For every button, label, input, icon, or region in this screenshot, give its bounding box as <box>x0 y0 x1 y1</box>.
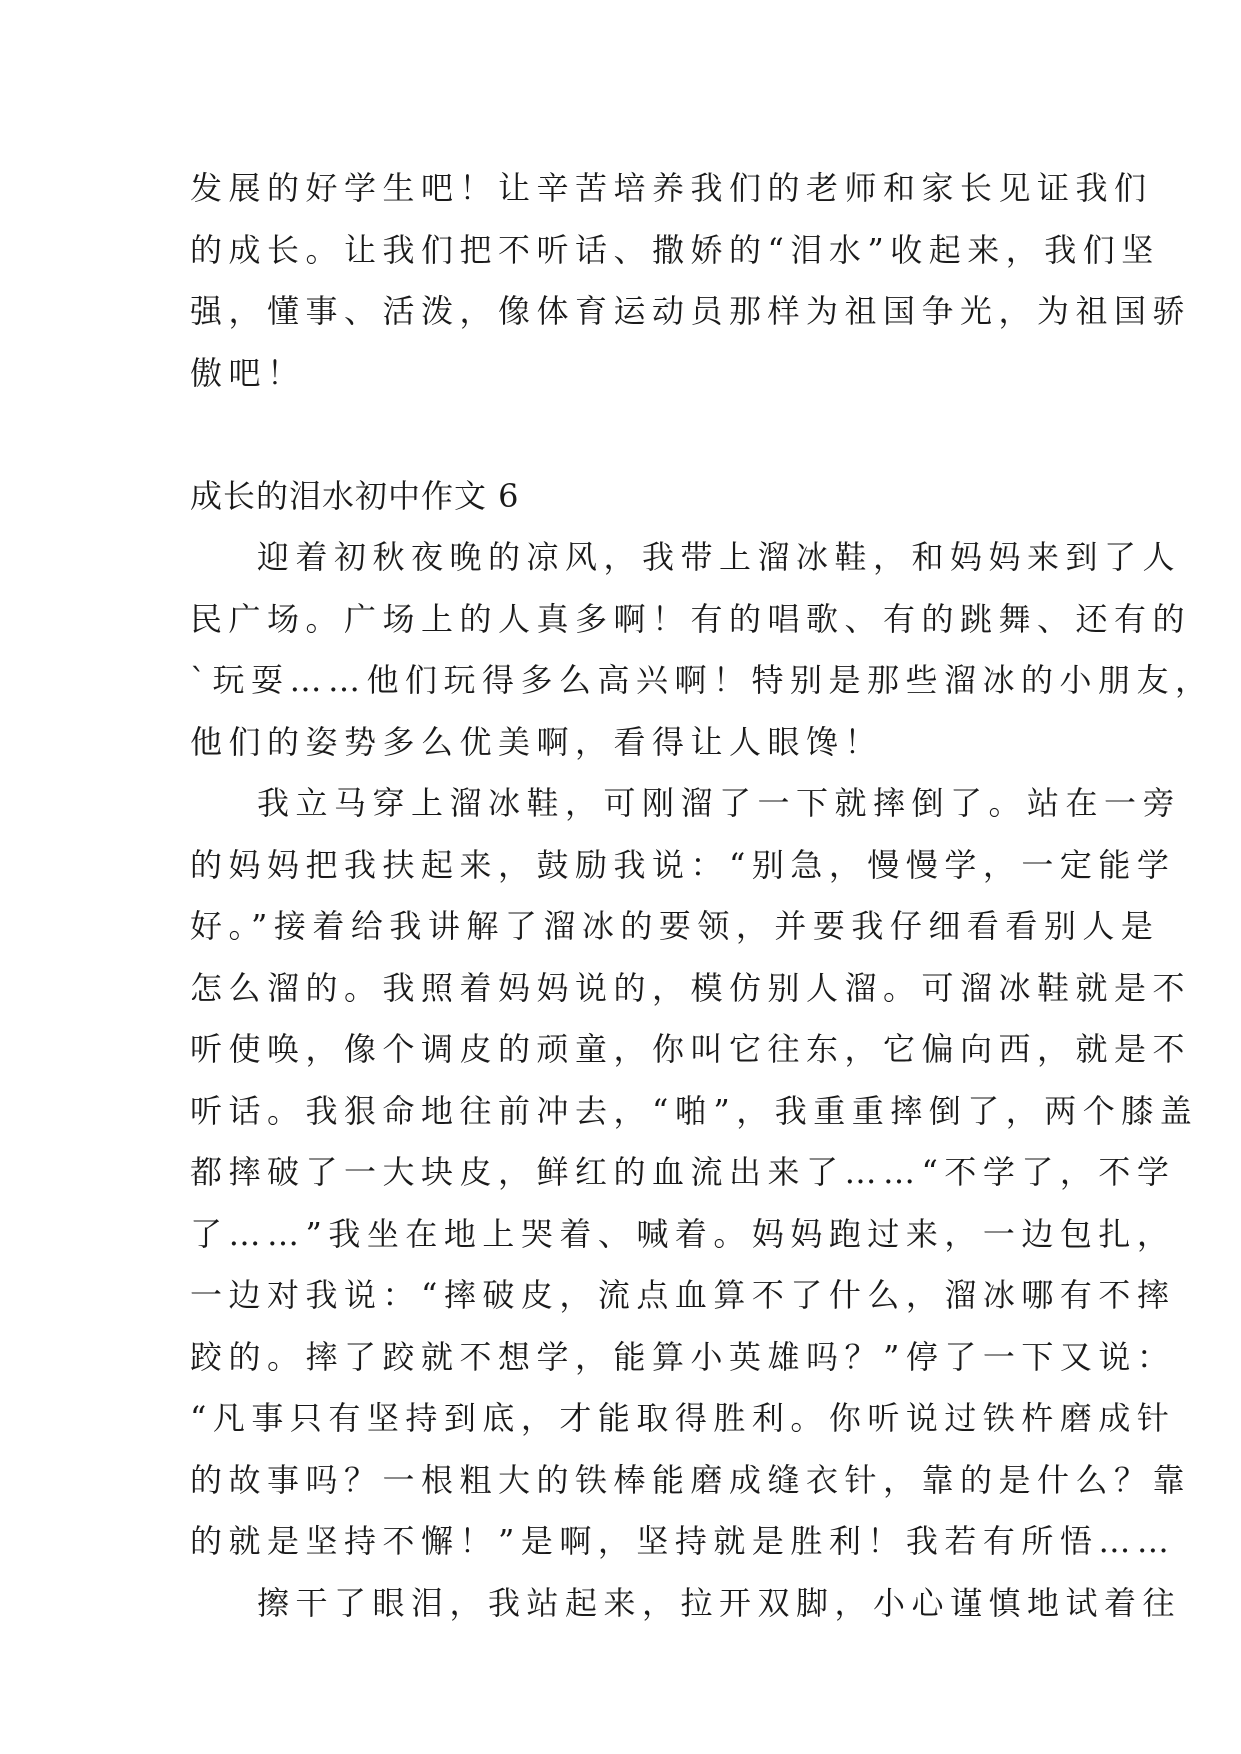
text-line: 听使唤，像个调皮的顽童，你叫它往东，它偏向西，就是不 <box>190 1030 1192 1068</box>
text-line: 的妈妈把我扶起来，鼓励我说：“别急，慢慢学，一定能学 <box>190 845 1176 884</box>
document-body <box>190 158 1214 1634</box>
essay-title: 成长的泪水初中作文 6 <box>190 476 520 515</box>
text-line: 发展的好学生吧！让辛苦培养我们的老师和家长见证我们 <box>190 169 1153 207</box>
text-line: 的故事吗？一根粗大的铁棒能磨成缝衣针，靠的是什么？靠 <box>190 1460 1192 1499</box>
text-line: 民广场。广场上的人真多啊！有的唱歌、有的跳舞、还有的 <box>190 599 1192 638</box>
text-line: 好。”接着给我讲解了溜冰的要领，并要我仔细看看别人是 <box>190 907 1160 945</box>
paragraph-continued <box>190 158 1192 404</box>
text-line: 听话。我狠命地往前冲去，“啪”，我重重摔倒了，两个膝盖 <box>190 1091 1199 1130</box>
blank-line <box>190 404 1050 466</box>
paragraph-1 <box>190 527 1214 773</box>
text-line: 怎么溜的。我照着妈妈说的，模仿别人溜。可溜冰鞋就是不 <box>190 968 1192 1007</box>
text-line: 了……”我坐在地上哭着、喊着。妈妈跑过来，一边包扎， <box>190 1214 1176 1253</box>
text-line: “凡事只有坚持到底，才能取得胜利。你听说过铁杵磨成针 <box>190 1399 1176 1437</box>
text-line: 的就是坚持不懈！”是啊，坚持就是胜利！我若有所悟…… <box>190 1522 1176 1560</box>
text-line: 我立马穿上溜冰鞋，可刚溜了一下就摔倒了。站在一旁 <box>257 784 1182 822</box>
text-line: 一边对我说：“摔破皮，流点血算不了什么，溜冰哪有不摔 <box>190 1276 1176 1314</box>
text-line: 强，懂事、活泼，像体育运动员那样为祖国争光，为祖国骄 <box>190 292 1192 330</box>
text-line: 的成长。让我们把不听话、撒娇的“泪水”收起来，我们坚 <box>190 230 1160 269</box>
paragraph-3 <box>190 1573 1182 1635</box>
paragraph-2 <box>190 773 1199 1573</box>
text-line: 迎着初秋夜晚的凉风，我带上溜冰鞋，和妈妈来到了人 <box>257 538 1182 576</box>
text-line: 都摔破了一大块皮，鲜红的血流出来了……“不学了，不学 <box>190 1153 1176 1191</box>
text-line: 他们的姿势多么优美啊，看得让人眼馋！ <box>190 722 884 761</box>
text-line: `玩耍……他们玩得多么高兴啊！特别是那些溜冰的小朋友， <box>190 661 1214 699</box>
text-line: 跤的。摔了跤就不想学，能算小英雄吗？”停了一下又说： <box>190 1337 1176 1376</box>
text-line: 傲吧！ <box>190 353 306 392</box>
text-line: 擦干了眼泪，我站起来，拉开双脚，小心谨慎地试着往 <box>257 1583 1182 1622</box>
